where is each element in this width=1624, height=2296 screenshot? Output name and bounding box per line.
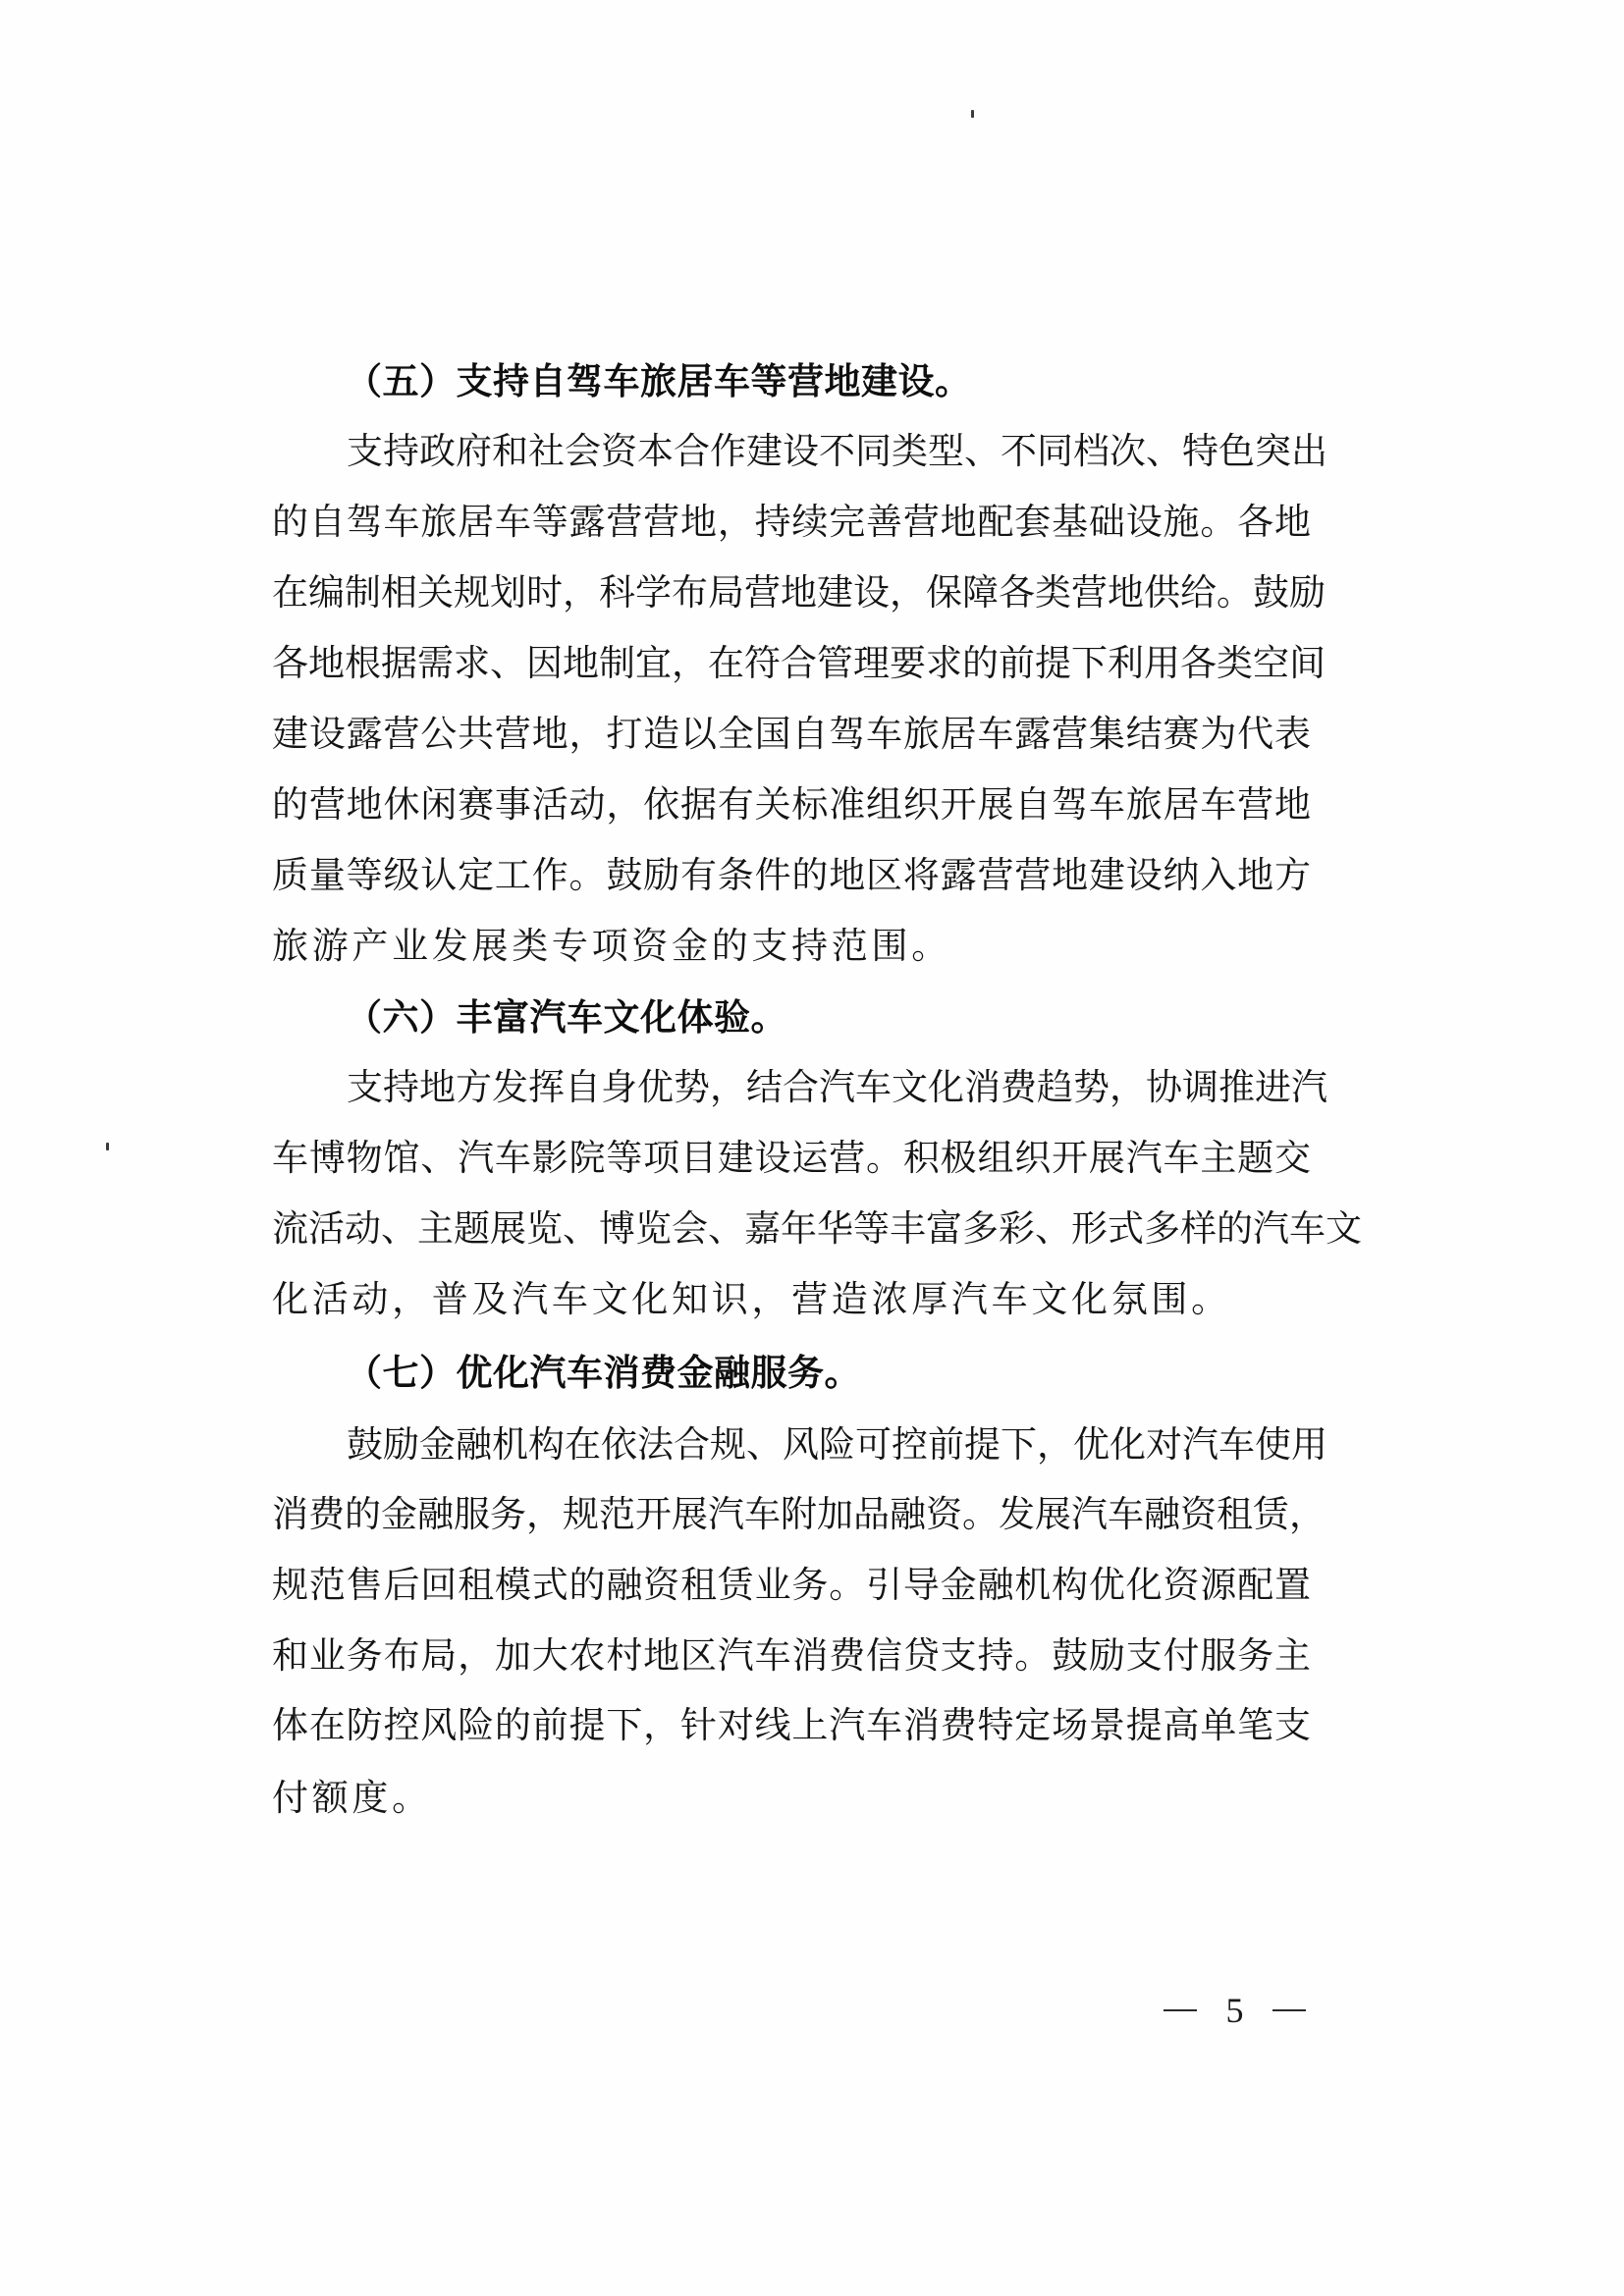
paragraph-line: 消费的金融服务，规范开展汽车附加品融资。发展汽车融资租赁， (272, 1493, 1326, 1535)
paragraph-line: 各地根据需求、因地制宜，在符合管理要求的前提下利用各类空间 (272, 642, 1326, 684)
paragraph-line: 体在防控风险的前提下，针对线上汽车消费特定场景提高单笔支 (272, 1704, 1311, 1746)
paragraph-line: 和业务布局，加大农村地区汽车消费信贷支持。鼓励支付服务主 (272, 1634, 1311, 1677)
paragraph-line: 支持地方发挥自身优势，结合汽车文化消费趋势，协调推进汽 (347, 1066, 1327, 1108)
paragraph-line: 的自驾车旅居车等露营营地，持续完善营地配套基础设施。各地 (272, 501, 1311, 543)
page-number-dash-right (1272, 2009, 1306, 2011)
paragraph-line: 化活动，普及汽车文化知识，营造浓厚汽车文化氛围。 (272, 1278, 1231, 1320)
section-heading-7: （七）优化汽车消费金融服务。 (346, 1351, 861, 1394)
section-heading-6: （六）丰富汽车文化体验。 (346, 995, 787, 1039)
scan-speck (106, 1143, 109, 1150)
scan-speck (971, 110, 974, 118)
paragraph-line: 支持政府和社会资本合作建设不同类型、不同档次、特色突出 (347, 430, 1327, 472)
paragraph-line: 车博物馆、汽车影院等项目建设运营。积极组织开展汽车主题交 (272, 1137, 1311, 1179)
section-heading-5: （五）支持自驾车旅居车等营地建设。 (346, 359, 972, 402)
paragraph-line: 在编制相关规划时，科学布局营地建设，保障各类营地供给。鼓励 (272, 571, 1326, 614)
paragraph-line: 旅游产业发展类专项资金的支持范围。 (272, 925, 951, 967)
page-number-dash-left (1164, 2009, 1197, 2011)
paragraph-line: 质量等级认定工作。鼓励有条件的地区将露营营地建设纳入地方 (272, 854, 1311, 896)
paragraph-line: 规范售后回租模式的融资租赁业务。引导金融机构优化资源配置 (272, 1564, 1311, 1606)
page-number-value: 5 (1225, 1991, 1244, 2030)
page-number (1164, 1985, 1306, 2036)
paragraph-line: 建设露营公共营地，打造以全国自驾车旅居车露营集结赛为代表 (272, 713, 1311, 755)
paragraph-line: 流活动、主题展览、博览会、嘉年华等丰富多彩、形式多样的汽车文 (272, 1207, 1362, 1250)
paragraph-line: 付额度。 (272, 1777, 432, 1819)
paragraph-line: 的营地休闲赛事活动，依据有关标准组织开展自驾车旅居车营地 (272, 783, 1311, 826)
paragraph-line: 鼓励金融机构在依法合规、风险可控前提下，优化对汽车使用 (347, 1423, 1327, 1466)
